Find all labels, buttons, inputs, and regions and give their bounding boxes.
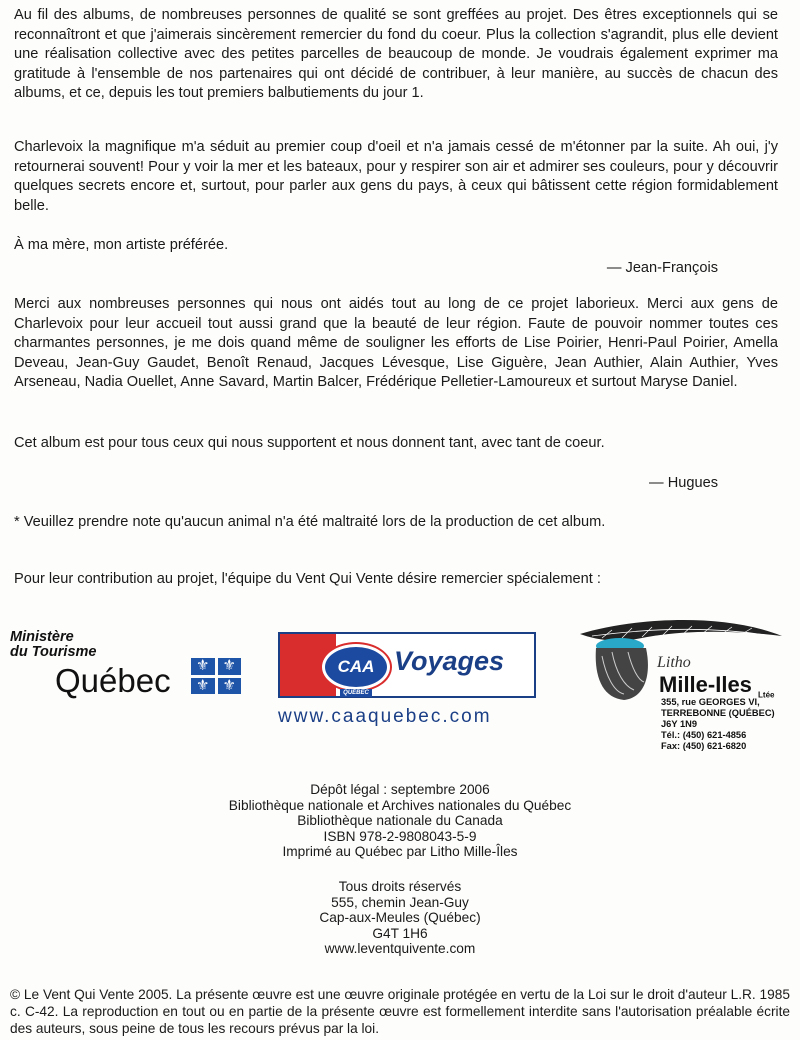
tourisme-label: du Tourisme bbox=[10, 644, 97, 660]
animal-note: * Veuillez prendre note qu'aucun animal n'a été maltraité lors de la production de cet album. bbox=[14, 514, 606, 530]
quebec-flag-icon: ⚜ ⚜ ⚜ ⚜ bbox=[191, 658, 241, 694]
litho-mille-iles-logo bbox=[572, 606, 792, 762]
rights-line: 555, chemin Jean-Guy bbox=[331, 894, 469, 910]
paragraph-charlevoix: Charlevoix la magnifique m'a séduit au premier coup d'oeil et n'a jamais cessé de m'étonner par la suite. Ah oui, j'y retournerai souvent! Pour y voir la mer et les bateaux, pour y respirer son air et admirer ses couleurs, pour y découvrir quelques secrets encore et, surtout, pour parler aux gens du pays, à ceux qui bâtissent cette région formidablement belle. bbox=[14, 139, 778, 214]
signature-jean-francois: — Jean-François bbox=[606, 260, 718, 276]
litho-script: Litho bbox=[657, 654, 691, 671]
litho-name bbox=[659, 672, 775, 699]
legal-line: Bibliothèque nationale et Archives nationales du Québec bbox=[228, 797, 572, 813]
copyright-notice: © Le Vent Qui Vente 2005. La présente œuvre est une œuvre originale protégée en vertu de la Loi sur le droit d'auteur L.R. 1985 c. C-42. La reproduction en tout ou en partie de la présente œuvre est formellement interdite sans l'autorisation préalable écrite des auteurs, sous peine de tous les recours prévus par la loi. bbox=[10, 987, 790, 1036]
litho-tel: Tél.: (450) 621-4856 bbox=[661, 730, 747, 740]
quebec-wordmark: Québec bbox=[55, 662, 171, 699]
caa-mark: CAA bbox=[337, 657, 375, 676]
litho-address bbox=[661, 697, 775, 752]
legal-deposit-block bbox=[0, 782, 800, 860]
legal-line: Bibliothèque nationale du Canada bbox=[297, 813, 503, 828]
caa-small-label: QUÉBEC bbox=[340, 689, 372, 697]
litho-addr-line2: TERREBONNE (QUÉBEC) bbox=[661, 708, 775, 718]
caa-url: www.caaquebec.com bbox=[278, 706, 492, 727]
litho-name-text: Mille-Iles bbox=[659, 672, 752, 697]
litho-ltee: Ltée bbox=[758, 690, 775, 700]
legal-line: Dépôt légal : septembre 2006 bbox=[310, 782, 490, 797]
litho-fax: Fax: (450) 621-6820 bbox=[661, 741, 747, 751]
litho-addr-line3: J6Y 1N9 bbox=[661, 719, 698, 729]
caa-oval-icon bbox=[322, 644, 390, 696]
caa-voyages-label: Voyages bbox=[394, 646, 505, 676]
ministere-tourisme-logo bbox=[10, 630, 250, 700]
website-link[interactable]: www.leventquivente.com bbox=[324, 941, 476, 956]
legal-line: Imprimé au Québec par Litho Mille-Îles bbox=[282, 844, 518, 859]
paragraph-thanks-people: Merci aux nombreuses personnes qui nous ont aidés tout au long de ce projet laborieux. Merci aux gens de Charlevoix pour leur accueil tout aussi grand que la beauté de leur région. Faute de pouvoir nommer toutes ces charmantes personnes, je me dois quand même de souligner les efforts de Lise Poirier, Henri-Paul Poirier, Amella Deveau, Jean-Guy Gaudet, Benoît Renaud, Jacques Lévesque, Lise Giguère, Jean Authier, Alain Authier, Yves Arseneau, Nadia Ouellet, Anne Savard, Martin Balcer, Frédérique Pelletier-Lamoureux et surtout Maryse Daniel. bbox=[14, 296, 778, 390]
signature-hugues: — Hugues bbox=[649, 475, 718, 491]
rights-line: Tous droits réservés bbox=[338, 879, 462, 894]
rights-line: G4T 1H6 bbox=[372, 925, 428, 941]
rights-line: Cap-aux-Meules (Québec) bbox=[319, 910, 481, 925]
dedication-line: À ma mère, mon artiste préférée. bbox=[14, 237, 229, 253]
litho-addr-line1: 355, rue GEORGES VI, bbox=[661, 697, 760, 707]
isbn: ISBN 978-2-9808043-5-9 bbox=[323, 828, 477, 844]
paragraph-partners: Au fil des albums, de nombreuses personnes de qualité se sont greffées au projet. Des êtres exceptionnels qui se reconnaîtront et que j'aimerais sincèrement remercier du fond du coeur. Plus la collection s'agrandit, plus elle devient une réalisation collective avec des petites parcelles de beaucoup de monde. Je voudrais également exprimer ma gratitude à l'ensemble de nos partenaires qui ont décidé de contribuer, à leur manière, au succès de chacun des albums, et ce, depuis les tout premiers balbutiements du jour 1. bbox=[14, 7, 778, 101]
caa-voyages-logo bbox=[278, 632, 536, 698]
ministere-label: Ministère bbox=[10, 629, 74, 645]
partners-intro: Pour leur contribution au projet, l'équipe du Vent Qui Vente désire remercier spécialement : bbox=[14, 571, 601, 587]
rights-block bbox=[0, 879, 800, 957]
album-dedication-line: Cet album est pour tous ceux qui nous supportent et nous donnent tant, avec tant de coeur. bbox=[14, 435, 605, 451]
